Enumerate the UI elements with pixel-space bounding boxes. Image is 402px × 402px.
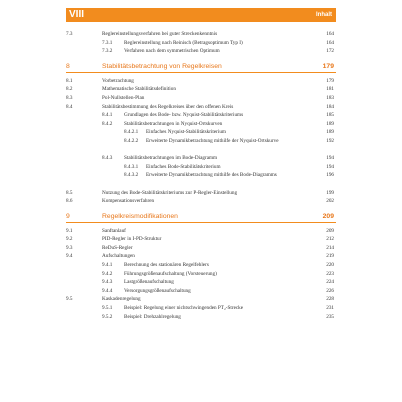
toc-entry-number: 8.2: [66, 86, 73, 93]
toc-entry[interactable]: [66, 39, 336, 48]
toc-entry-title: Erweiterte Dynamikbetrachtung mithilfe des Bode-Diagramms: [146, 172, 277, 179]
toc-entry-page: 199: [326, 189, 334, 196]
toc-entry-number: 8.4.1: [102, 112, 113, 119]
toc-entry-page: 202: [326, 198, 334, 205]
toc-entry-page: 196: [326, 172, 334, 179]
toc-entry-title: Führungsgrößenaufschaltung (Vorsteuerung): [124, 270, 217, 277]
toc-entry-page: 179: [326, 77, 334, 84]
toc-entry-page: 228: [326, 296, 334, 303]
toc-entry[interactable]: [66, 227, 336, 236]
toc-chapter-heading[interactable]: [66, 62, 336, 73]
running-header-label: Inhalt: [316, 12, 332, 18]
toc-entry-number: 7.3: [66, 31, 73, 37]
toc-entry-title: Stabilitätsbetrachtungen im Bode-Diagramm: [124, 155, 218, 162]
toc-entry-title: Nutzung des Bode-Stabilitätskriteriums zur P-Regler-Einstellung: [102, 189, 238, 196]
toc-entry-title: Regelkreismodifikationen: [102, 212, 178, 220]
toc-entry-page: 164: [326, 31, 334, 37]
toc-entry[interactable]: [66, 304, 336, 313]
toc-entry-page: 220: [326, 262, 334, 269]
toc-entry-title: Stabilitätsbestimmung des Regelkreises über den offenen Kreis: [102, 103, 234, 110]
toc-entry-title: Einfaches Nyquist-Stabilitätskriterium: [146, 129, 226, 136]
toc-entry-page: 185: [326, 112, 334, 119]
toc-entry-page: 172: [326, 48, 334, 55]
toc-entry[interactable]: [66, 252, 336, 261]
toc-entry-title: Beispiel: Drehzahlregelung: [124, 313, 181, 320]
toc-entry-number: 8.4.2: [102, 120, 113, 127]
toc-entry-number: 8.3: [66, 94, 73, 101]
toc-entry-number: 9.5.1: [102, 305, 113, 312]
toc-entry-page: 192: [326, 137, 334, 144]
toc-entry[interactable]: [66, 270, 336, 279]
toc-entry-page: 164: [326, 39, 334, 46]
toc-entry-title: Stabilitätsbetrachtungen in Nyquist-Ortskurven: [124, 120, 223, 127]
toc-entry-title: Beispiel: Regelung einer nichtschwingenden PT₂-Strecke: [124, 305, 244, 312]
toc-entry-title: Mathematische Stabilitätsdefinition: [102, 86, 176, 93]
toc-entry[interactable]: [66, 278, 336, 287]
toc-entry-title: Reglereinstellung nach Reinisch (Betragsoptimum Typ I): [124, 39, 243, 46]
toc-entry[interactable]: [66, 244, 336, 253]
toc-entry-title: Kompensationsverfahren: [102, 198, 155, 205]
toc-entry-page: 179: [322, 62, 334, 70]
toc-entry-title: ReDuS-Regler: [102, 244, 133, 251]
toc-entry-number: 9.5.2: [102, 313, 113, 320]
toc-entry-number: 9.4.4: [102, 287, 113, 294]
toc-entry-page: 209: [326, 227, 334, 234]
toc-entry-page: 223: [326, 270, 334, 277]
toc-entry[interactable]: [66, 103, 336, 112]
toc-entry-page: 226: [326, 287, 334, 294]
toc-entry-number: 7.3.2: [102, 48, 113, 55]
toc-entry[interactable]: [66, 111, 336, 120]
toc-entry-number: 9: [66, 212, 70, 220]
toc-entry[interactable]: [66, 120, 336, 129]
toc-entry-page: 194: [326, 163, 334, 170]
table-of-contents: [66, 30, 336, 321]
toc-entry-title: Verfahren nach dem symmetrischen Optimum: [124, 48, 220, 55]
toc-entry[interactable]: [66, 295, 336, 304]
toc-entry-page: 231: [326, 305, 334, 312]
toc-entry[interactable]: [66, 313, 336, 322]
toc-entry-number: 9.2: [66, 236, 73, 243]
toc-entry-title: Stabilitätsbetrachtung von Regelkreisen: [102, 62, 222, 70]
toc-entry[interactable]: [66, 163, 336, 172]
toc-entry[interactable]: [66, 137, 336, 154]
toc-entry-number: 9.4: [66, 253, 73, 260]
toc-entry-number: 8.1: [66, 77, 73, 84]
toc-entry[interactable]: [66, 77, 336, 86]
toc-entry[interactable]: [66, 128, 336, 137]
toc-entry[interactable]: [66, 261, 336, 270]
toc-entry-title: Einfaches Bode-Stabilitätskriterium: [146, 163, 221, 170]
toc-entry-number: 8.5: [66, 189, 73, 196]
toc-entry-page: 219: [326, 253, 334, 260]
toc-entry-title: Aufschaltungen: [102, 253, 135, 260]
toc-entry[interactable]: [66, 235, 336, 244]
toc-entry-title: Reglereinstellungsverfahren bei guter Streckenkenntnis: [102, 31, 218, 37]
toc-entry-title: PID-Regler in I-PD-Struktur: [102, 236, 162, 243]
toc-entry-number: 8: [66, 62, 70, 70]
toc-entry[interactable]: [66, 94, 336, 103]
toc-entry-number: 8.4.3.2: [124, 172, 139, 179]
toc-entry[interactable]: [66, 197, 336, 206]
toc-entry-number: 8.4.2.1: [124, 129, 139, 136]
toc-entry-title: Kaskadenregelung: [102, 296, 141, 303]
toc-entry-page: 194: [326, 155, 334, 162]
toc-entry-title: Pol-Nullstellen-Plan: [102, 94, 145, 101]
toc-entry-title: Berechnung des stationären Regelfehlers: [124, 262, 209, 269]
toc-entry-number: 9.4.1: [102, 262, 113, 269]
toc-entry[interactable]: [66, 189, 336, 198]
toc-entry-title: Versorgungsgrößenaufschaltung: [124, 287, 191, 294]
toc-entry-page: 212: [326, 236, 334, 243]
page-header-bar: [66, 8, 336, 22]
toc-entry-page: 214: [326, 244, 334, 251]
toc-entry-title: Lastgrößenaufschaltung: [124, 279, 174, 286]
toc-entry-title: Erweiterte Dynamikbetrachtung mithilfe der Nyquist-Ortskurve: [146, 137, 279, 144]
toc-entry[interactable]: [66, 47, 336, 56]
toc-chapter-heading[interactable]: [66, 212, 336, 223]
toc-entry-number: 9.5: [66, 296, 73, 303]
toc-entry-number: 9.3: [66, 244, 73, 251]
toc-entry[interactable]: [66, 154, 336, 163]
toc-entry[interactable]: [66, 287, 336, 296]
toc-entry-number: 9.1: [66, 227, 73, 234]
toc-entry-number: 9.4.3: [102, 279, 113, 286]
toc-entry-page: 224: [326, 279, 334, 286]
toc-entry-title: Vorbetrachtung: [102, 77, 134, 84]
toc-entry-number: 8.4.3: [102, 155, 113, 162]
toc-entry-title: Sanftanlauf: [102, 227, 126, 234]
toc-entry-page: 189: [326, 120, 334, 127]
toc-entry-number: 8.4: [66, 103, 73, 110]
toc-entry-page: 189: [326, 129, 334, 136]
toc-entry[interactable]: [66, 85, 336, 94]
toc-entry-page: 209: [322, 212, 334, 220]
toc-entry-number: 8.4.3.1: [124, 163, 139, 170]
toc-entry-page: 181: [326, 86, 334, 93]
toc-entry-number: 9.4.2: [102, 270, 113, 277]
toc-entry-page: 235: [326, 313, 334, 320]
toc-entry-number: 8.4.2.2: [124, 137, 139, 144]
toc-entry-number: 8.6: [66, 198, 73, 205]
toc-entry-page: 184: [326, 103, 334, 110]
toc-entry-page: 183: [326, 94, 334, 101]
toc-entry[interactable]: [66, 171, 336, 188]
toc-entry[interactable]: [66, 30, 336, 39]
toc-entry-number: 7.3.1: [102, 39, 113, 46]
toc-entry-title: Grundlagen des Bode- bzw. Nyquist-Stabilitätskriteriums: [124, 112, 244, 119]
page-number-roman: VIII: [69, 9, 85, 20]
